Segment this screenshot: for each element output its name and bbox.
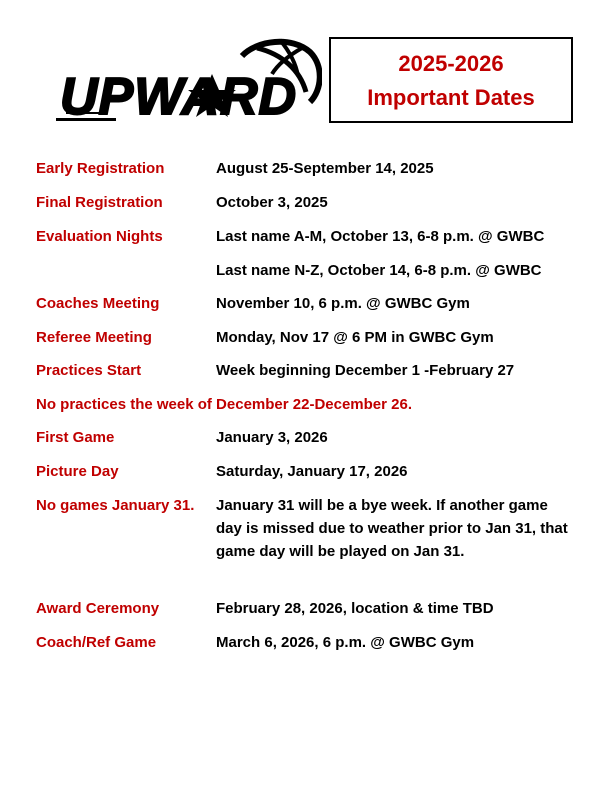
row-label: Final Registration [36, 194, 163, 211]
row-label: Evaluation Nights [36, 228, 163, 245]
logo-text: UPWARD [60, 68, 298, 126]
title-box [329, 37, 573, 123]
row-value: Saturday, January 17, 2026 [216, 463, 408, 480]
row-value: March 6, 2026, 6 p.m. @ GWBC Gym [216, 634, 475, 651]
row-value: October 3, 2025 [216, 194, 328, 211]
row-value: August 25-September 14, 2025 [216, 160, 434, 177]
row-label: Coach/Ref Game [36, 634, 157, 651]
row-value: January 3, 2026 [216, 429, 328, 446]
row-value: November 10, 6 p.m. @ GWBC Gym [216, 295, 470, 312]
row-label: Practices Start [36, 362, 142, 379]
row-value: January 31 will be a bye week. If another game day is missed due to weather prior to Jan 31, that game day will be played on Jan 31. [216, 497, 568, 560]
row-label: Award Ceremony [36, 600, 160, 617]
row-value: Monday, Nov 17 @ 6 PM in GWBC Gym [216, 329, 494, 346]
row-value: Last name A-M, October 13, 6-8 p.m. @ GWBC [216, 228, 545, 245]
row-value: Week beginning December 1 -February 27 [216, 362, 515, 379]
row-label: Picture Day [36, 463, 119, 480]
title-year: 2025-2026 [398, 51, 504, 76]
row-label: Early Registration [36, 160, 165, 177]
row-label: Referee Meeting [36, 329, 152, 346]
title-subtitle: Important Dates [367, 85, 535, 110]
no-practices-notice: No practices the week of December 22-December 26. [36, 396, 413, 413]
row-label: Coaches Meeting [36, 295, 160, 312]
row-label: First Game [36, 429, 115, 446]
basketball-star-icon [52, 34, 322, 126]
row-value: Last name N-Z, October 14, 6-8 p.m. @ GWBC [216, 262, 542, 279]
row-value: February 28, 2026, location & time TBD [216, 600, 494, 617]
row-label: No games January 31. [36, 497, 195, 514]
upward-logo [52, 34, 322, 126]
